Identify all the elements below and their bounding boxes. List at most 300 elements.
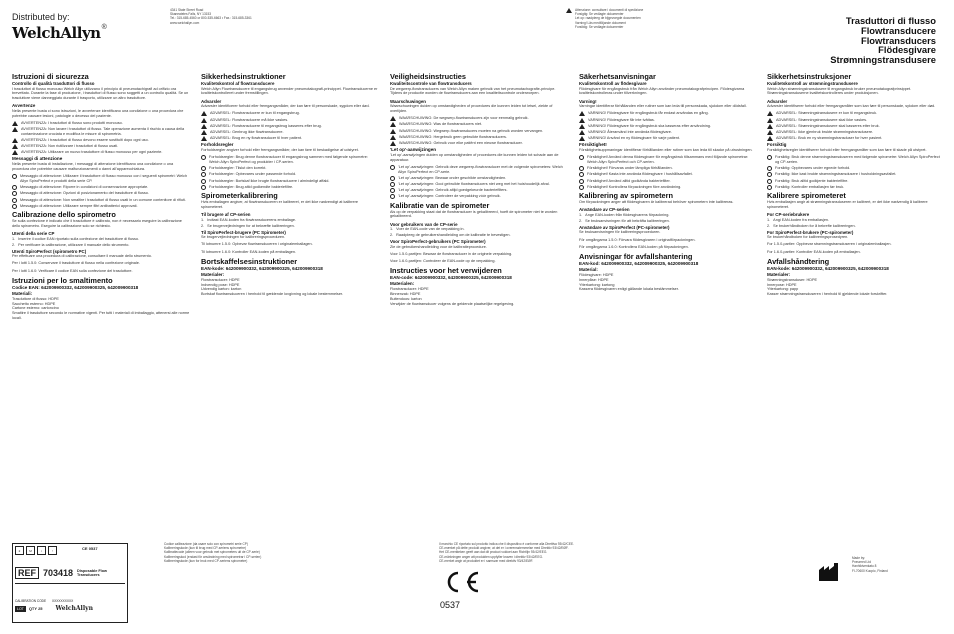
cautions-heading: Messaggi di attenzione	[12, 156, 63, 162]
caution-text: Forholdsregler: Opbevares under passende forhold.	[209, 172, 297, 177]
material-item: Flowtransducer: HDPE	[201, 277, 240, 282]
warning-item	[12, 150, 190, 155]
product-name: Disposable Flow Transducers	[77, 569, 108, 577]
warning-item	[579, 124, 757, 129]
warning-text: AVVERTENZA: Non lavare i trasduttori di flusso. Tale operazione aumenta il rischio a causa della contaminazione crociata e modifica le misure di spirometria.	[21, 127, 185, 136]
column-italian	[12, 72, 190, 323]
paragraph: Per i lotti 1.5.0: Conservare il trasduttore di flusso nella confezione originale.	[12, 261, 140, 266]
paragraph: Se bruksanvisningen för kalibreringsproceduren.	[579, 230, 661, 235]
column-norwegian	[767, 72, 941, 299]
caution-item	[390, 165, 568, 175]
disposal-heading: Instructies voor het verwijderen	[390, 266, 502, 276]
warning-item	[201, 136, 379, 141]
warning-text: AVVERTENZA: Non riutilizzare i trasduttori di flusso usati.	[21, 144, 119, 149]
cautions-heading: Forholdsregler	[201, 142, 234, 148]
subsection-heading: Kvalitetskontrol af flowtransducere	[201, 81, 275, 86]
warning-line: Varning! Läs medföljande dokument	[575, 20, 626, 25]
ce-text-line: CE-merket angir at produktet er i samsvar med direktiv 93/42/EØF.	[439, 558, 534, 563]
warning-item	[767, 118, 941, 123]
title-line: Strømningstransdusere	[830, 54, 936, 66]
warning-triangle-icon	[390, 135, 396, 140]
ce-text-line: CE-märkningen anger att produkten uppfyller kraven i direktiv 93/42/EEG.	[439, 554, 544, 559]
step-number: 2.	[390, 233, 394, 238]
calibration-heading: Spirometerkalibrering	[201, 191, 278, 201]
caution-text: 'Let op'-aanwijzingen: Controleer de verpakking vóór gebruik.	[398, 194, 501, 199]
section-heading: Istruzioni di sicurezza	[12, 72, 89, 81]
manufacturer-icon: M	[26, 546, 35, 555]
caution-icon	[579, 155, 584, 160]
section-heading: Säkerhetsanvisningar	[579, 72, 656, 81]
caution-text: 'Let op'-aanwijzingen: Gebruik altijd goedgekeurde bacteriefilters.	[398, 188, 508, 193]
paragraph: For 1.6.0-partier: Kontroller EAN-koden på emballasjen.	[767, 249, 861, 254]
caution-item	[201, 166, 379, 171]
warning-item	[767, 130, 941, 135]
paragraph: Hvis emballasjen angir at strømningstransduseren er kalibrert, er det ikke nødvendig å kalibrere spirometeret.	[767, 200, 928, 209]
material-item: Strømningstransduser: HDPE	[767, 277, 818, 282]
paragraph: Se brukerhåndboken for kalibreringsprosedyren.	[767, 235, 849, 240]
warning-text: ADVARSEL: Strømningstransdusere skal ikke vaskes.	[776, 117, 868, 122]
ean-code: EAN-kod: 642009900332, 642009900325, 642009900318	[579, 260, 699, 266]
caution-text: Messaggio di attenzione: Opzioni di posizionamento del trasduttore di flusso.	[20, 191, 149, 196]
step-number: 1.	[767, 217, 771, 222]
section-heading: Veiligheidsinstructies	[390, 72, 466, 81]
caution-item	[390, 182, 568, 187]
caution-text: Forholdsregler: Bortskaf ikke brugte flowtransducere i almindeligt affald.	[209, 178, 330, 183]
caution-text: Messaggio di attenzione: Utilizzare sempre filtri antibatterici approvati.	[20, 203, 138, 208]
paragraph: Forsiktighetsregler identifiserer forhold eller fremgangsmåter som kan føre til skade på utstyret.	[767, 148, 927, 153]
paragraph: Se sulla confezione è indicato che il trasduttore è calibrato, non è necessario eseguire la calibrazione dello spirometro. Eseguire la calibrazione solo se richiesto.	[12, 219, 182, 228]
address-line: www.welchallyn.com	[170, 20, 200, 25]
paragraph: For 1.5.0-partier: Oppbevar strømningstransduseren i originalemballasjen.	[767, 242, 892, 247]
paragraph: Zie de gebruikershandleiding voor de kalibratieprocedure.	[390, 244, 487, 249]
ce-text-line: Het CE-merkteken geeft aan dat dit product voldoet aan Richtlijn 93/42/EEG.	[439, 550, 548, 555]
warning-triangle-icon	[201, 118, 207, 123]
column-dutch	[390, 72, 568, 309]
caution-icon	[12, 198, 17, 203]
address-line: Skaneateles Falls, NY 13153	[170, 12, 212, 17]
ce-text-line: Il marchio CE riportato sul prodotto indica che il dispositivo è conforme alla Direttiva 93/42/CEE.	[439, 542, 575, 546]
warning-text: AVVERTENZA: Utilizzare un nuovo trasduttore di flusso monouso per ogni paziente.	[21, 150, 163, 155]
warning-text: ADVARSEL: Strømningstransdusere er kun til engangsbruk.	[776, 111, 878, 116]
caution-icon	[201, 185, 206, 190]
warning-line: Forsiktig: Se vedlagte dokumenter	[575, 24, 624, 29]
caution-item	[767, 155, 941, 165]
warning-item	[201, 130, 379, 135]
caution-text: Messaggio di attenzione: Riporre in condizioni di conservazione appropriate.	[20, 185, 149, 190]
caution-item	[12, 191, 190, 196]
code-text-line: Kalibreringskod (endast för användning med spirometrar i CP-serien)	[164, 554, 262, 559]
step-text: Indtast EAN-koden fra flowtransducerens emballage.	[207, 217, 297, 222]
subsection-heading: Kvalitetskontroll av strømningstransdusere	[767, 81, 858, 86]
caution-text: 'Let op'-aanwijzingen: Gooi gebruikte flowtransducers niet weg met het huishoudelijk afval.	[398, 182, 550, 187]
product-label	[12, 543, 128, 623]
step-item	[201, 218, 379, 223]
title-line: Flowtransducere	[860, 24, 936, 36]
materials-heading: Material:	[579, 266, 598, 272]
caution-icon	[390, 188, 395, 193]
disposal-heading: Anvisningar för avfallshantering	[579, 251, 693, 261]
subsection-heading: Controllo di qualità trasduttori di flusso	[12, 81, 95, 86]
warning-text: ADVARSEL: Flowtransducere er kun til engangsbrug.	[210, 111, 300, 116]
caution-text: Försiktighet! Använd alltid godkända bakteriefilter.	[587, 178, 671, 183]
materials-heading: Materialer:	[201, 271, 225, 277]
step-number: 2.	[12, 242, 16, 247]
cautions-heading: Forsiktig	[767, 142, 787, 148]
cp-users-heading: Voor gebruikers van de CP-serie	[390, 221, 458, 227]
paragraph: Welch Allyn Flowtransducere til engangsbrug anvender pneumotakografi-princippet. Flowtransducerne er kvalitetskontrolleret under fremstillingen.	[201, 86, 378, 96]
caution-icon	[390, 165, 395, 170]
warning-item	[12, 144, 190, 149]
warning-triangle-icon	[201, 130, 207, 135]
caution-text: Forholdsregler: Tilslut den korrekt.	[209, 166, 267, 171]
ce-number: 0537	[88, 546, 98, 551]
calibration-heading: Kalibrering av spirometern	[579, 191, 674, 201]
caution-icon	[390, 182, 395, 187]
title-line: Flowtransducers	[860, 34, 936, 46]
caution-text: Forholdsregler: Brug altid godkendte bakteriefiltre.	[209, 184, 294, 189]
ean-code: Codice EAN: 642009900332, 642009900325, 642009900318	[12, 284, 139, 290]
caution-item	[201, 179, 379, 184]
caution-icon	[201, 166, 206, 171]
spiroperfect-users-heading: For SpiroPerfect-brukere (PC-spirometer)	[767, 229, 854, 235]
step-number: 1.	[201, 217, 205, 222]
column-swedish	[579, 72, 757, 295]
warnings-heading: Avvertenze	[12, 103, 36, 109]
caution-triangle-icon	[566, 8, 572, 13]
step-text: Angi EAN-koden fra emballasjen.	[773, 217, 830, 222]
paragraph: Hvis emballagen angiver, at flowtransduceren er kalibreret, er det ikke nødvendigt at kalibrere spirometeret.	[201, 200, 359, 209]
warning-triangle-icon	[579, 111, 585, 116]
caution-icon	[767, 185, 772, 190]
caution-item	[12, 174, 190, 184]
caution-item	[579, 172, 757, 177]
step-text: Se brugervejledningen for at bekræfte kalibreringen.	[207, 223, 295, 228]
made-by-line: Made by:	[852, 556, 866, 560]
paragraph: Om förpackningen anger att flödesgivaren är kalibrerad behöver spirometern inte kalibreras.	[579, 200, 734, 205]
warning-item	[579, 118, 757, 123]
step-number: 1.	[390, 227, 394, 232]
caution-item	[579, 155, 757, 165]
ref-symbol: REF	[15, 567, 39, 579]
warning-triangle-icon	[390, 122, 396, 127]
warning-item	[390, 141, 568, 146]
ean-code: EAN-kode: 642009900332, 642009900325, 642009900318	[201, 265, 323, 271]
warning-text: WAARSCHUWING: Hergebruik geen gebruikte flowtransducers.	[399, 134, 507, 139]
warning-triangle-icon	[12, 138, 18, 143]
cp-users-heading: Användare av CP-serien	[579, 207, 630, 213]
made-by-line: Hanhikivenkatu 8	[852, 564, 877, 569]
cp-users-heading: Til brugere af CP-serien	[201, 212, 251, 217]
caution-icon	[767, 166, 772, 171]
material-item: Binnenzak: HDPE	[390, 292, 421, 297]
caution-item	[767, 166, 941, 171]
section-heading: Sikkerhedsinstruktioner	[201, 72, 286, 81]
step-text: Se bruksanvisningen för att bekräfta kalibreringen.	[585, 218, 670, 223]
paragraph: För omgångarna 1.6.0: Kontrollera EAN-koden på förpackningen.	[579, 244, 689, 249]
material-item: Ytterkartong: kartong	[579, 282, 615, 287]
material-item: Udvendig karton: karton	[201, 287, 242, 292]
code-text-line: Kalibratiecode (alleen voor gebruik met spirometers uit de CP-serie)	[164, 550, 260, 555]
notified-body-number: 0537	[440, 600, 461, 610]
label-brand: WelchAllyn	[55, 605, 93, 612]
caution-item	[201, 172, 379, 177]
caution-icon	[767, 179, 772, 184]
materials-heading: Materialer:	[767, 271, 791, 277]
paragraph: Se brugervejledningen for kalibreringsproceduren.	[201, 235, 286, 240]
caution-icon	[201, 155, 206, 160]
warnings-heading: Advarsler	[201, 98, 222, 104]
step-item	[390, 233, 568, 238]
caution-item	[579, 185, 757, 190]
factory-icon	[818, 562, 842, 582]
warning-triangle-icon	[579, 136, 585, 141]
warning-item	[12, 127, 190, 137]
warning-triangle-icon	[12, 121, 18, 126]
disposal-heading: Avfallshåndtering	[767, 256, 830, 266]
warning-line: Let op: raadpleeg de bijgevoegde documenten	[575, 16, 641, 21]
step-number: 2.	[767, 223, 771, 228]
material-item: Flödesgivare: HDPE	[579, 272, 614, 277]
paragraph: Advarsler identifiserer forhold eller fremgangsmåter som kan føre til personskade, sykdom eller død.	[767, 104, 936, 109]
material-item: Innerpose: HDPE	[767, 282, 797, 287]
made-by-line: FI-70600 Kuopio, Finland	[852, 568, 888, 573]
code-text-line: Kalibreringskode (kun til brug med CP-seriens spirometre)	[164, 546, 247, 551]
paragraph: Waarschuwingen duiden op omstandigheden of procedures die kunnen leiden tot letsel, ziekte of overlijden.	[390, 104, 553, 113]
warning-triangle-icon	[579, 124, 585, 129]
disposal-heading: Bortskaffelsesinstruktioner	[201, 256, 298, 266]
paragraph: Flödesgivare för engångsbruk från Welch Allyn använder pneumotakografprincipen. Flödesgivarna kvalitetskontrolleras under tillverkningen.	[579, 86, 745, 96]
caution-icon	[579, 172, 584, 177]
warning-text: VARNING! Flödesgivare för engångsbruk ska kasseras efter användning.	[588, 123, 711, 128]
cautions-heading: 'Let op'-aanwijzingen	[390, 147, 437, 153]
paragraph: Voor 1.6.0-partijen: Controleer de EAN-code op de verpakking.	[390, 259, 496, 264]
section-heading: Sikkerhetsinstruksjoner	[767, 72, 852, 81]
warning-triangle-icon	[390, 141, 396, 146]
step-item	[579, 213, 757, 218]
step-text: Se brukerhåndboken for å bekrefte kalibreringen.	[773, 223, 856, 228]
material-item: Innerpåse: HDPE	[579, 277, 609, 282]
step-item	[390, 227, 568, 232]
step-item	[201, 224, 379, 229]
caution-item	[12, 198, 190, 203]
warning-item	[579, 111, 757, 116]
warning-triangle-icon	[767, 124, 773, 129]
warning-item	[767, 136, 941, 141]
warning-item	[390, 122, 568, 127]
paragraph: Försiktighetsuppmaningar identifierar förhållanden eller rutiner som kan leda till skador på utrustningen.	[579, 148, 753, 153]
warning-triangle-icon	[201, 111, 207, 116]
paragraph: Bortskaf flowtransduceren i henhold til gældende lovgivning og lokale bestemmelser.	[201, 292, 344, 297]
step-number: 2.	[579, 218, 583, 223]
distributed-by-label	[12, 12, 70, 22]
warning-text: WAARSCHUWING: Wegwerp-flowtransducers moeten na gebruik worden vervangen.	[399, 128, 544, 133]
caution-text: 'Let op'-aanwijzingen: Gebruik deze wegwerp-flowtransducer met de volgende spirometers: Welch Allyn SpiroPerfect en CP-serie.	[398, 165, 563, 174]
caution-icon	[390, 176, 395, 181]
material-item: Flowtransducer: HDPE	[390, 287, 429, 292]
warning-item	[390, 135, 568, 140]
ean-code: EAN-kode: 642009900332, 642009900325, 642009900318	[767, 265, 889, 271]
caution-icon	[579, 185, 584, 190]
step-text: Ange EAN-koden från flödesgivarens förpackning.	[585, 212, 670, 217]
step-text: Per verificare la calibrazione, utilizzare il manuale dello strumento.	[18, 242, 130, 247]
registered-mark: ®	[101, 24, 107, 31]
warning-item	[12, 121, 190, 126]
warning-triangle-icon	[767, 118, 773, 123]
warning-text: AVVERTENZA: I trasduttori di flusso devono essere sostituiti dopo ogni uso.	[21, 137, 149, 142]
step-number: 1.	[12, 236, 16, 241]
ce-mark-explanation	[439, 542, 699, 563]
warning-triangle-icon	[201, 124, 207, 129]
spiroperfect-users-heading: Utenti SpiroPerfect (spirometro PC)	[12, 248, 87, 254]
paragraph: Smaltire il trasduttore secondo le normative vigenti. Per tutti i materiali di imballaggio, attenersi alle norme locali.	[12, 311, 190, 320]
warning-text: ADVARSEL: Strømningstransdusere skal kasseres etter bruk.	[776, 123, 880, 128]
warning-text: VARNING! Flödesgivare får inte tvättas.	[588, 117, 655, 122]
caution-text: Messaggio di attenzione: Utilizzare il trasduttore di flusso monouso con i seguenti spirometri: Welch Allyn SpiroPerfect e prodotti della serie CP.	[20, 174, 188, 184]
calibration-code-label: CALIBRATION CODE	[15, 599, 47, 603]
warning-item	[579, 130, 757, 135]
warning-item	[390, 129, 568, 134]
caution-text: Forsiktig: Kontroller emballasjen før bruk.	[775, 184, 845, 189]
caution-icon	[12, 185, 17, 190]
ce-logo-icon	[440, 570, 482, 594]
warning-triangle-icon	[12, 127, 18, 132]
spiroperfect-users-heading: Användare av SpiroPerfect (PC-spirometer)	[579, 224, 670, 230]
material-item: Buitendoos: karton	[390, 296, 422, 301]
caution-text: Forsiktig: Oppbevares under egnede forhold.	[775, 166, 851, 171]
caution-item	[390, 188, 568, 193]
warning-item	[767, 111, 941, 116]
paragraph: I trasduttori di flusso monouso Welch Allyn utilizzano il principio di pneumotachigrafi ad orifizio ora brevettato. Durante la fase di produzione, i trasduttori di flusso sono soggetti a un controllo qualità. Se un trasduttore viene danneggiato durante il trasporto, utilizzare un altro trasduttore.	[12, 86, 189, 101]
warning-text: AVVERTENZA: I trasduttori di flusso sono prodotti monouso.	[21, 120, 123, 125]
paragraph: Voor 1.5.0-partijen: Bewaar de flowtransducer in de originele verpakking.	[390, 251, 513, 256]
paragraph: Als op de verpakking staat dat de flowtransducer is gekalibreerd, hoeft de spirometer niet te worden gekalibreerd.	[390, 209, 558, 219]
caution-icon	[12, 204, 17, 209]
warnings-heading: Waarschuwingen	[390, 98, 426, 104]
warning-text: WAARSCHUWING: De wegwerp-flowtransducers zijn voor eenmalig gebruik.	[399, 116, 529, 121]
paragraph: Forholdsregler angiver forhold eller fremgangsmåder, der kan føre til beskadigelse af udstyret.	[201, 148, 359, 153]
paragraph: Til lotnumre 1.6.0: Kontroller EAN-koden på emballagen.	[201, 249, 297, 254]
column-danish	[201, 72, 379, 299]
warning-text: VARNING! Använd en ny flödesgivare för varje patient.	[588, 136, 680, 141]
cp-users-heading: For CP-seriebrukere	[767, 212, 810, 217]
caution-icon	[767, 155, 772, 160]
step-number: 2.	[201, 223, 205, 228]
brand-logo	[12, 24, 107, 42]
fragile-icon: !	[48, 546, 57, 555]
calibration-heading: Kalibratie van de spirometer	[390, 200, 490, 210]
document-title-block	[830, 16, 936, 65]
do-not-reuse-icon: 2	[15, 546, 24, 555]
material-item: Indvendig pose: HDPE	[201, 282, 240, 287]
calibration-heading: Kalibrere spirometeret	[767, 191, 846, 201]
caution-icon	[12, 174, 17, 179]
warning-text: ADVARSEL: Brug en ny flowtransducer til hver patient.	[210, 136, 302, 141]
warning-triangle-icon	[390, 129, 396, 134]
paragraph: Advarsler identificerer forhold eller fremgangsmåder, der kan føre til personskade, sygdom eller død.	[201, 104, 370, 109]
warning-item	[767, 124, 941, 129]
calibration-code-explanation	[164, 542, 364, 563]
cautions-heading: Försiktighet!	[579, 142, 607, 148]
cp-users-heading: Utenti della serie CP	[12, 230, 55, 236]
warning-item	[201, 111, 379, 116]
paragraph: Per effettuare una procedura di calibrazione, consultare il manuale dello strumento.	[12, 254, 152, 259]
material-item: Ytterkartong: papp	[767, 287, 799, 292]
paragraph: Nella presente busta di installazione, i messaggi di attenzione identificano una condizione o una procedura che potrebbe causare malfunzionamenti o danni all'apparecchiatura.	[12, 162, 174, 172]
caution-icon	[579, 179, 584, 184]
caution-icon	[390, 194, 395, 199]
ce-mark-large	[440, 570, 482, 610]
spiroperfect-users-heading: Til SpiroPerfect-brugere (PC Spirometer)	[201, 229, 286, 235]
materials-heading: Materialen:	[390, 281, 415, 287]
warning-item	[579, 136, 757, 141]
address-line: Tel.: 315-685-4560 or 800-535-6663 • Fax.: 315-685-3361	[170, 16, 252, 21]
warning-triangle-icon	[390, 116, 396, 121]
caution-icon	[579, 166, 584, 171]
ce-mark: CE 0537	[82, 546, 98, 551]
step-item	[12, 243, 190, 248]
caution-item	[767, 185, 941, 190]
caution-icon	[201, 172, 206, 177]
paragraph: 'Let op'-aanwijzingen duiden op omstandigheden of procedures die kunnen leiden tot schade aan de apparatuur.	[390, 153, 559, 162]
address-line: 4341 State Street Road	[170, 8, 204, 12]
brand-name: WelchAllyn	[12, 24, 101, 42]
caution-text: Forsiktig: Bruk alltid godkjente bakteriefiltre.	[775, 178, 849, 183]
caution-item	[201, 185, 379, 190]
disposal-heading: Istruzioni per lo smaltimento	[12, 275, 113, 285]
paragraph: Verwijder de flowtransducer volgens de geldende plaatselijke regelgeving.	[390, 301, 515, 306]
step-text: Inserire il codice EAN riportato sulla confezione del trasduttore di flusso.	[18, 236, 140, 241]
warning-item	[390, 116, 568, 121]
warning-triangle-icon	[767, 136, 773, 141]
warning-triangle-icon	[12, 150, 18, 155]
paragraph: Varningar identifierar förhållanden eller rutiner som kan leda till personskada, sjukdom eller dödsfall.	[579, 104, 747, 109]
paragraph: Welch Allyn strømningstransdusere til engangsbruk bruker pneumotakografprinsippet. Strømningstransduserne kvalitetskontrolleres under produksjonen.	[767, 86, 912, 96]
spiroperfect-users-heading: Voor SpiroPerfect-gebruikers (PC Spirometer)	[390, 239, 486, 245]
caution-text: Forsiktig: Bruk denne strømningstransduseren med følgende spirometre: Welch Allyn SpiroPerfect og CP-serien.	[775, 155, 940, 165]
caution-icon	[201, 179, 206, 184]
warning-triangle-icon	[12, 144, 18, 149]
caution-item	[579, 166, 757, 171]
caution-icon	[12, 191, 17, 196]
caution-text: Försiktighet! Förvaras under lämpliga förhållanden.	[587, 166, 673, 171]
caution-item	[390, 194, 568, 199]
distributed-by-text: Distributed by:	[12, 12, 70, 22]
step-text: Voer de EAN-code van de verpakking in.	[396, 227, 465, 232]
caution-text: Försiktighet! Kontrollera förpackningen före användning.	[587, 184, 682, 189]
warning-line: Forsigtig: Se vedlagte dokumenter	[575, 12, 624, 17]
warnings-heading: Advarsler	[767, 98, 788, 104]
paragraph: Kassera flödesgivaren enligt gällande lokala bestämmelser.	[579, 287, 679, 292]
ean-code: EAN-code: 642009900332, 642009900325, 642009900318	[390, 275, 512, 281]
warnings-heading: Varning!	[579, 98, 597, 104]
step-item	[579, 219, 757, 224]
shipping-documents-warning	[566, 8, 686, 29]
paragraph: Kasser strømningstransduseren i henhold til gjeldende lokale forskrifter.	[767, 292, 888, 297]
code-text-line: Kalibreringskode (kun for bruk med CP-seriens spirometre)	[164, 558, 248, 563]
caution-item	[390, 176, 568, 181]
paragraph: För omgångarna 1.5.0: Förvara flödesgivaren i originalförpackningen.	[579, 237, 696, 242]
step-text: Raadpleeg de gebruikershandleiding om de kalibratie te bevestigen.	[396, 233, 511, 238]
materials-heading: Materiali:	[12, 290, 33, 296]
caution-text: Försiktighet! Använd denna flödesgivare för engångsbruk tillsammans med följande spirometrar: Welch Allyn SpiroPerfect och CP-serien.	[587, 155, 749, 165]
warning-triangle-icon	[767, 111, 773, 116]
warning-line: Attenzione: consultare i documenti di spedizione	[575, 8, 644, 12]
caution-item	[579, 179, 757, 184]
caution-text: Försiktighet! Kasta inte använda flödesgivare i hushållsavfallet.	[587, 172, 693, 177]
title-line: Flödesgivare	[878, 44, 936, 56]
warning-text: ADVARSEL: Flowtransducere til engangsbrug kasseres efter brug.	[210, 123, 322, 128]
warning-triangle-icon	[201, 136, 207, 141]
